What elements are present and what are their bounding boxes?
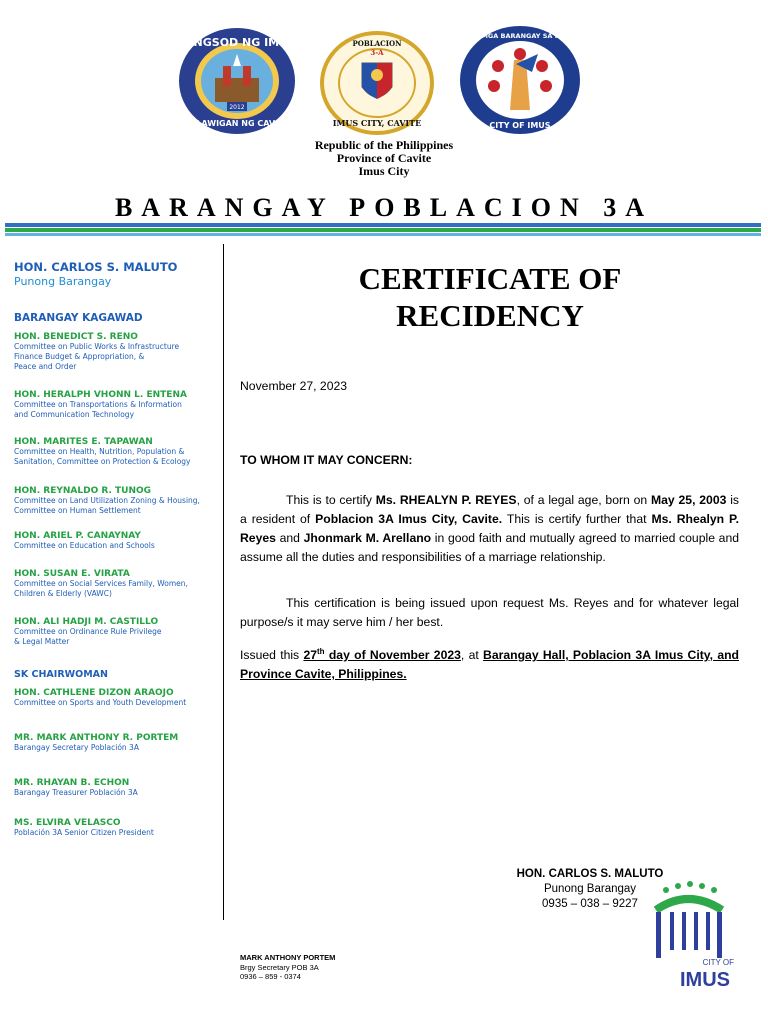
svg-text:LUNGSOD NG IMUS: LUNGSOD NG IMUS	[178, 36, 296, 49]
svg-text:IMUS CITY, CAVITE: IMUS CITY, CAVITE	[332, 118, 422, 128]
official-item	[14, 531, 219, 569]
official-name: HON. HERALPH VHONN L. ENTENA	[14, 390, 187, 400]
official-desc: Barangay Secretary Población 3A	[14, 743, 139, 752]
official-name: HON. REYNALDO R. TUNOG	[14, 486, 152, 496]
svg-text:CITY OF: CITY OF	[702, 958, 734, 967]
svg-text:LIGA NG MGA BARANGAY SA PILIPI: LIGA NG MGA BARANGAY SA PILIPINAS	[449, 32, 591, 40]
official-desc: Committee on Transportations & Information	[14, 400, 182, 409]
official-name: HON. SUSAN E. VIRATA	[14, 569, 130, 579]
issued-location: Barangay Hall, Poblacion 3A Imus City, and Province Cavite, Philippines.	[240, 648, 739, 682]
official-name: HON. ALI HADJI M. CASTILLO	[14, 617, 159, 627]
issued-day-suffix: th	[317, 647, 325, 656]
issued-day: 27	[303, 648, 317, 663]
partner-name: Jhonmark M. Arellano	[303, 531, 432, 545]
official-desc: and Communication Technology	[14, 410, 135, 419]
kagawad-heading: BARANGAY KAGAWAD	[14, 312, 143, 324]
footer-title: Brgy Secretary POB 3A	[240, 962, 319, 972]
certificate-title	[240, 260, 740, 334]
official-name: MR. RHAYAN B. ECHON	[14, 778, 130, 788]
svg-text:POBLACION: POBLACION	[352, 39, 402, 48]
residence-address: Poblacion 3A Imus City, Cavite.	[315, 512, 503, 526]
official-desc: Committee on Public Works & Infrastructure	[14, 342, 180, 351]
birth-date: May 25, 2003	[651, 493, 727, 507]
resident-name: Ms. RHEALYN P. REYES	[375, 493, 517, 507]
paragraph-2: This certification is being issued upon request Ms. Reyes and for whatever legal purpose/s it may serve him / her best.	[240, 596, 739, 629]
official-item	[14, 688, 219, 733]
header-stripe-green	[5, 228, 761, 232]
official-desc: Barangay Treasurer Población 3A	[14, 788, 138, 797]
p1-text: This is certify further that	[502, 512, 652, 526]
p1-text: , of a legal age, born on	[516, 493, 651, 507]
svg-text:CITY OF IMUS: CITY OF IMUS	[489, 121, 551, 130]
issued-month-year: day of November 2023	[324, 648, 461, 663]
lungsod-ng-imus-seal	[177, 26, 297, 136]
official-item	[14, 332, 219, 390]
svg-text:LALAWIGAN NG CAVITE: LALAWIGAN NG CAVITE	[185, 119, 289, 128]
official-desc: Peace and Order	[14, 362, 77, 371]
poblacion-3a-seal	[318, 29, 436, 137]
official-desc: Committee on Human Settlement	[14, 506, 141, 515]
header-stripe-lightblue	[5, 233, 761, 236]
certificate-title-line1: CERTIFICATE OF	[358, 261, 622, 296]
resident-name-2: Ms. Rhealyn P. Reyes	[240, 512, 739, 545]
liga-ng-mga-barangay-seal	[449, 24, 591, 136]
barangay-title: BARANGAY POBLACION 3A	[114, 193, 654, 222]
p3-text: , at	[460, 648, 484, 663]
official-desc: Committee on Education and Schools	[14, 541, 155, 550]
official-item	[14, 818, 219, 838]
official-desc: Committee on Land Utilization Zoning & Housing,	[14, 496, 200, 505]
signatory-name: HON. CARLOS S. MALUTO	[516, 868, 664, 880]
official-name: HON. CATHLENE DIZON ARAOJO	[14, 688, 174, 698]
issued-date	[303, 648, 460, 662]
sk-heading: SK CHAIRWOMAN	[14, 669, 108, 680]
p1-text: in good faith and mutually agreed to married couple and assume all the duties and responsibilities of a marriage relationship.	[240, 531, 739, 564]
header-province: Province of Cavite	[336, 151, 432, 165]
certificate-date: November 27, 2023	[240, 379, 348, 393]
captain-title: Punong Barangay	[14, 275, 112, 288]
official-item	[14, 437, 219, 486]
official-item	[14, 733, 219, 778]
city-of-imus-logo	[652, 880, 736, 990]
official-name: HON. ARIEL P. CANAYNAY	[14, 531, 141, 541]
certificate-title-line2: RECIDENCY	[396, 298, 584, 333]
official-item	[14, 486, 219, 531]
header-republic: Republic of the Philippines	[314, 138, 454, 152]
official-list	[14, 332, 219, 669]
svg-text:IMUS: IMUS	[680, 969, 730, 991]
official-item	[14, 390, 219, 437]
official-desc: Población 3A Senior Citizen President	[14, 828, 154, 837]
footer-phone: 0936 – 859 - 0374	[240, 972, 301, 981]
paragraph-1	[240, 491, 739, 567]
salutation: TO WHOM IT MAY CONCERN:	[240, 453, 413, 467]
captain-name: HON. CARLOS S. MALUTO	[14, 260, 178, 274]
official-name: HON. BENEDICT S. RENO	[14, 332, 138, 342]
other-officials-list	[14, 688, 219, 838]
p1-text: This is to certify	[286, 493, 376, 507]
p3-text: Issued this	[240, 648, 304, 663]
official-name: MR. MARK ANTHONY R. PORTEM	[14, 733, 179, 743]
signatory-phone: 0935 – 038 – 9227	[542, 898, 638, 910]
official-item	[14, 617, 219, 669]
svg-text:3-A: 3-A	[370, 48, 384, 57]
official-desc: Committee on Sports and Youth Development	[14, 698, 187, 707]
official-item	[14, 569, 219, 617]
footer-contact	[240, 953, 335, 982]
official-name: HON. MARITES E. TAPAWAN	[14, 437, 153, 447]
footer-name: MARK ANTHONY PORTEM	[240, 953, 336, 962]
sidebar-divider	[223, 244, 224, 920]
official-desc: Committee on Health, Nutrition, Population &	[14, 447, 185, 456]
official-desc: Finance Budget & Appropriation, &	[14, 352, 145, 361]
official-desc: Committee on Social Services Family, Women,	[14, 579, 188, 588]
official-desc: & Legal Matter	[14, 637, 70, 646]
signatory-title: Punong Barangay	[543, 883, 637, 895]
sidebar	[14, 260, 219, 838]
header-stripe-blue	[5, 223, 761, 227]
header-city: Imus City	[358, 164, 410, 178]
official-item	[14, 778, 219, 818]
p1-text: is a resident of	[240, 493, 740, 526]
paragraph-3	[240, 642, 739, 684]
svg-text:2012: 2012	[229, 104, 245, 111]
official-desc: Committee on Ordinance Rule Privilege	[14, 627, 162, 636]
official-desc: Children & Elderly (VAWC)	[14, 589, 112, 598]
official-desc: Sanitation, Committee on Protection & Ecology	[14, 457, 191, 466]
official-name: MS. ELVIRA VELASCO	[14, 818, 121, 828]
p1-text: and	[275, 531, 304, 545]
